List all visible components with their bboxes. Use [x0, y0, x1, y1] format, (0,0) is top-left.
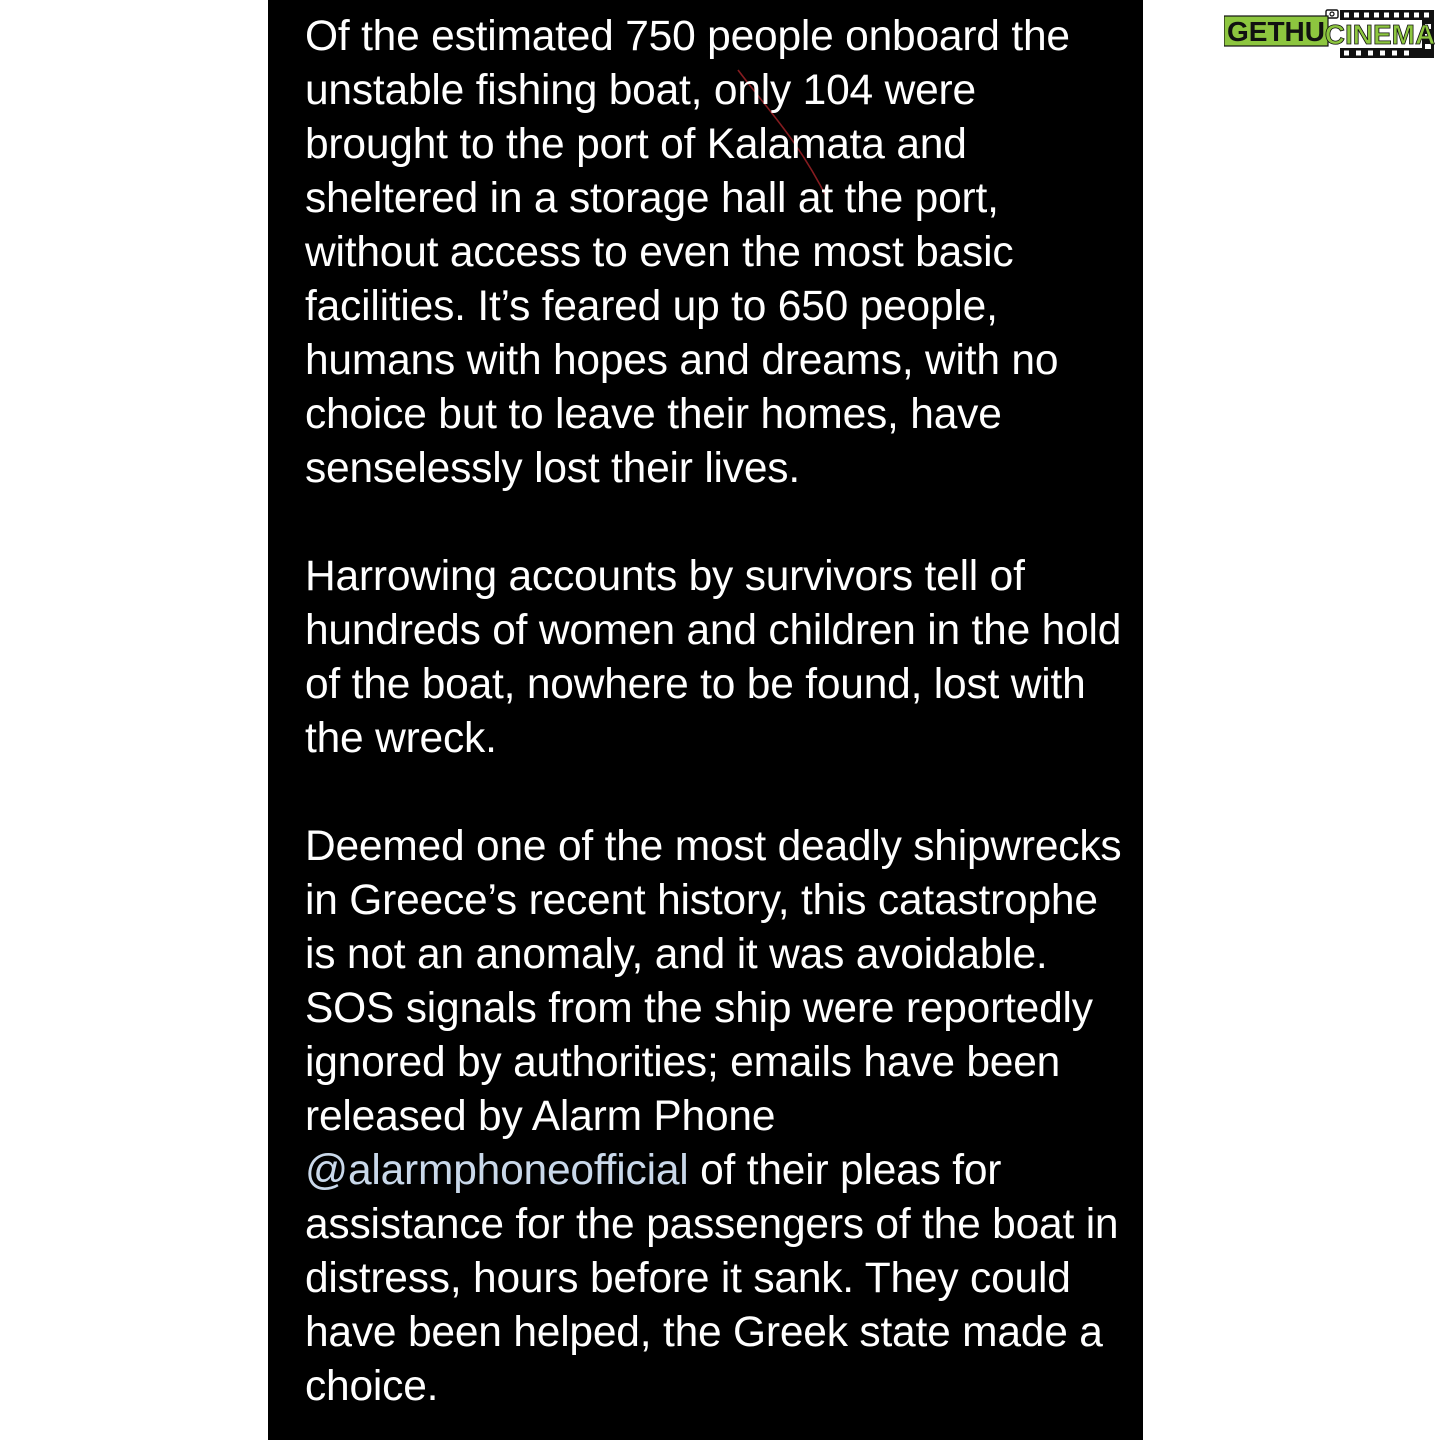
paragraph-1: Of the estimated 750 people onboard the unstable fishing boat, only 104 were brought to the port of Kalamata and sheltered in a storage hall at the port, without access to even the most basic facilities. It’s feared up to 650 people, humans with hopes and dreams, with no choice but to leave their homes, have senselessly lost their lives.: [305, 13, 1070, 492]
paragraph-3-end: of their pleas for assistance for the passengers of the boat in distress, hours before it sank. They could have been helped, the Greek state made a choice.: [305, 1147, 1119, 1410]
paragraph-3-start: Deemed one of the most deadly shipwrecks in Greece’s recent history, this catastrophe is not an anomaly, and it was avoidable. SOS signals from the ship were reportedly ignored by authorities; emails have been released by Alarm Phone: [305, 823, 1122, 1140]
paragraph-2: Harrowing accounts by survivors tell of hundreds of women and children in the hold of the boat, nowhere to be found, lost with the wreck.: [305, 553, 1122, 762]
mention-link[interactable]: @alarmphoneofficial: [305, 1147, 689, 1194]
phone-screen: [268, 0, 1143, 1440]
logo-text-part2: CINEMA: [1324, 19, 1436, 50]
post-body: [305, 10, 1125, 1440]
paragraph-3: [305, 820, 1125, 1414]
logo-text-part1: GETHU: [1227, 16, 1325, 47]
gethu-cinema-logo: [1224, 8, 1436, 60]
